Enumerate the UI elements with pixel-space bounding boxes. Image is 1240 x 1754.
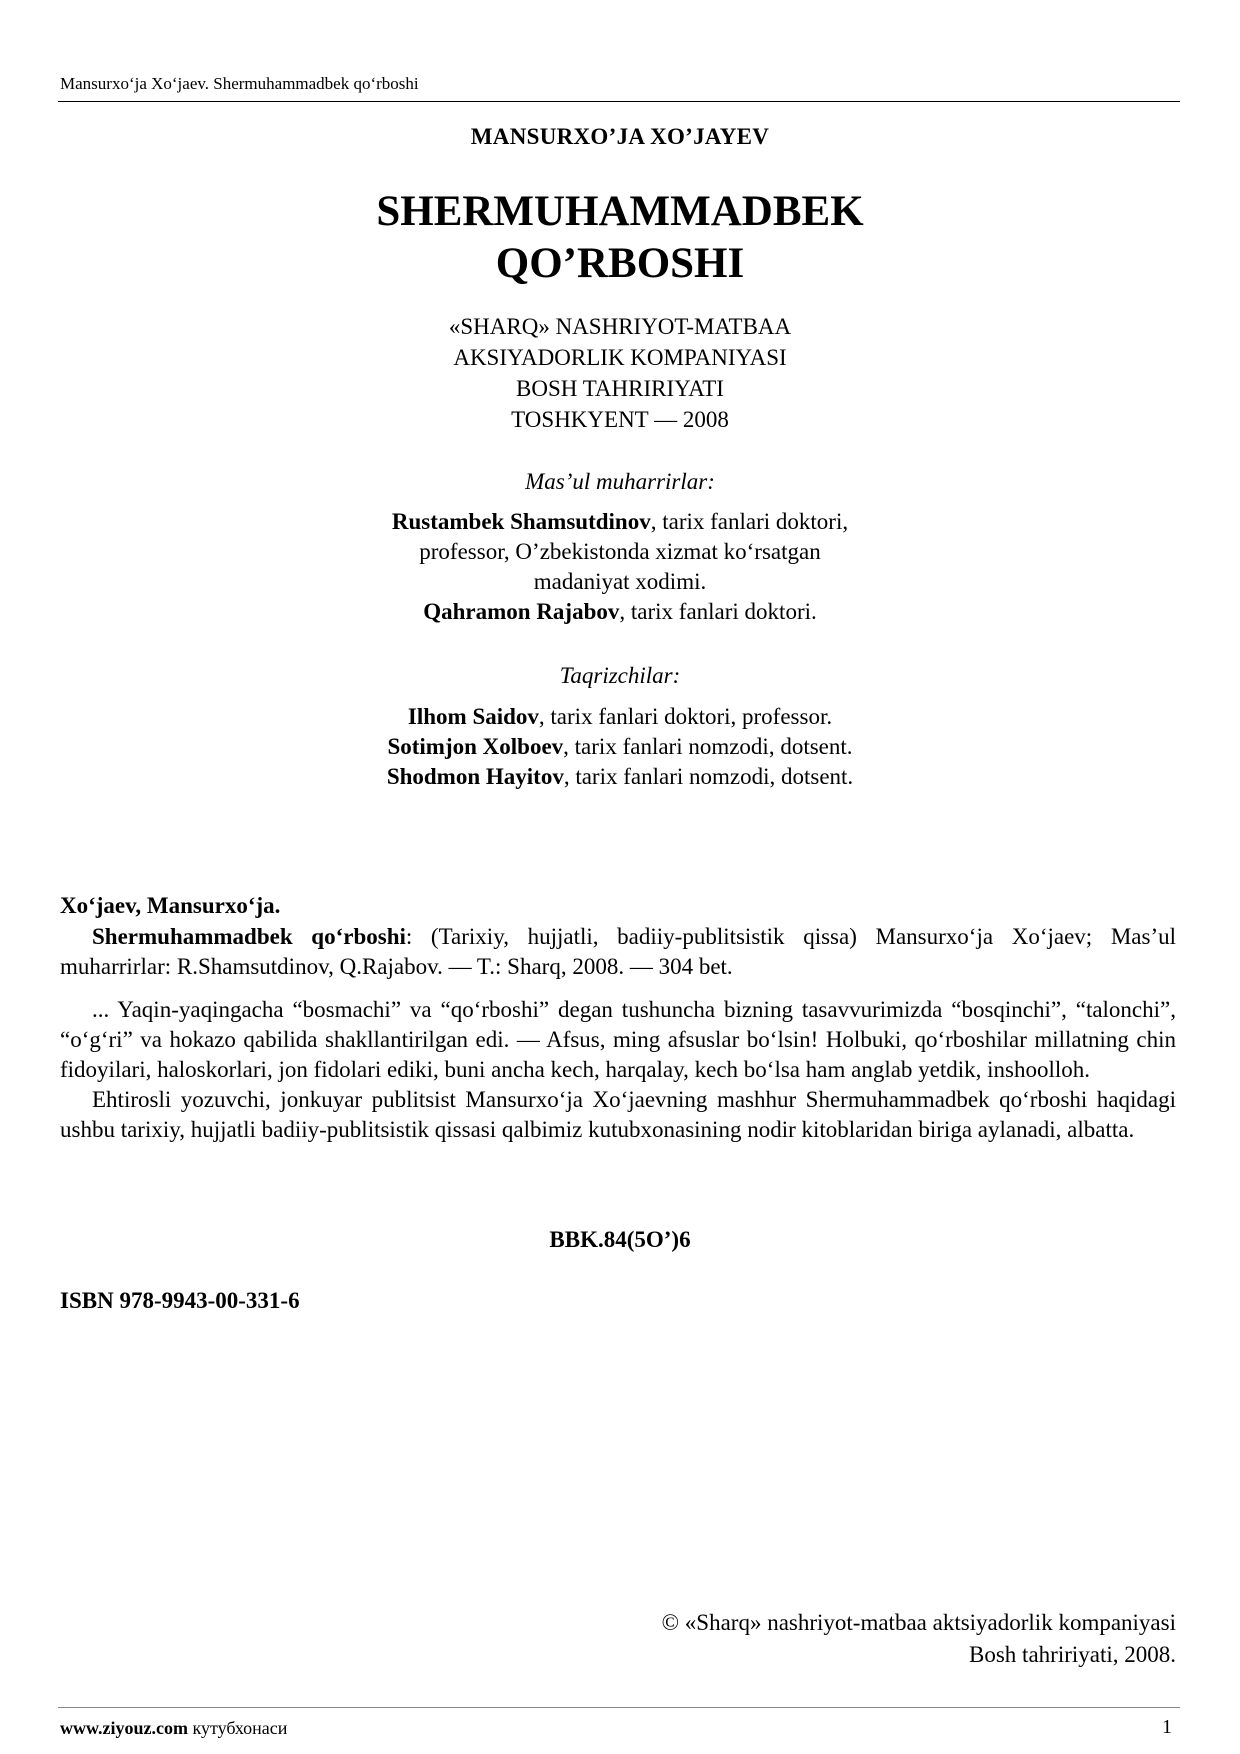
bibliography-entry	[60, 922, 1176, 982]
editor-1-line-3: madaniyat xodimi.	[533, 569, 707, 594]
reviewer-1-desc: , tarix fanlari doktori, professor.	[538, 704, 833, 729]
copyright-line-1: © «Sharq» nashriyot-matbaa aktsiyadorlik kompaniyasi	[661, 1610, 1176, 1635]
reviewer-2-name: Sotimjon Xolboev	[387, 734, 564, 759]
running-head: Mansurxo‘ja Xo‘jaev. Shermuhammadbek qo‘rboshi	[60, 74, 419, 93]
bibliography-details: : (Tarixiy, hujjatli, badiiy-publitsistik qissa) Mansurxo‘ja Xo‘jaev; Mas’ul muharrirlar: R.Shamsutdinov, Q.Rajabov. — T.: Sharq, 2008. — 304 bet.	[60, 924, 1176, 979]
footer-source	[60, 1718, 287, 1739]
publisher-line-4: TOSHKYENT — 2008	[511, 407, 729, 432]
reviewer-3-desc: , tarix fanlari nomzodi, dotsent.	[563, 764, 854, 789]
bibliography-author: Xo‘jaev, Mansurxo‘ja.	[60, 893, 281, 918]
annotation-paragraph-2: Ehtirosli yozuvchi, jonkuyar publitsist Mansurxo‘ja Xo‘jaevning mashhur Shermuhammadbek qo‘rboshi haqidagi ushbu tarixiy, hujjatli badiiy-publitsistik qissasi qalbimiz kutubxonasining nodir kitoblaridan biriga aylanadi, albatta.	[60, 1087, 1176, 1142]
reviewer-2-desc: , tarix fanlari nomzodi, dotsent.	[563, 734, 853, 759]
editors-heading: Mas’ul muharrirlar:	[525, 469, 715, 494]
reviewer-1	[0, 702, 1240, 732]
publisher-line-1: «SHARQ» NASHRIYOT-MATBAA	[448, 314, 792, 339]
editor-1-name: Rustambek Shamsutdinov	[391, 509, 651, 534]
publisher-line-2: AKSIYADORLIK KOMPANIYASI	[453, 345, 787, 370]
editor-2-desc: , tarix fanlari doktori.	[619, 599, 817, 624]
header-rule	[58, 101, 1180, 102]
publisher-line-3: BOSH TAHRIRIYATI	[516, 376, 724, 401]
bibliography-text	[60, 922, 1176, 982]
reviewers-heading: Taqrizchilar:	[559, 663, 681, 688]
footer-library: кутубхонаси	[187, 1718, 288, 1738]
editors-block	[0, 507, 1240, 627]
title-line-2: QO’RBOSHI	[495, 240, 745, 287]
isbn-number: ISBN 978-9943-00-331-6	[60, 1288, 300, 1313]
bbk-code: BBK.84(5O’)6	[549, 1227, 691, 1252]
editor-1-desc: , tarix fanlari doktori,	[650, 509, 849, 534]
author-name: MANSURXO’JA XO’JAYEV	[470, 124, 770, 149]
annotation-paragraph-1: ... Yaqin-yaqingacha “bosmachi” va “qo‘rboshi” degan tushuncha bizning tasavvurimizda “bosqinchi”, “talonchi”, “o‘g‘ri” va hokazo qabilida shakllantirilgan edi. — Afsus, ming afsuslar bo‘lsin! Holbuki, qo‘rboshilar millatning chin fidoyilari, haloskorlari, jon fidolari ediki, buni ancha kech, harqalay, kech bo‘lsa ham anglab yetdik, inshoolloh.	[60, 997, 1176, 1082]
editor-1-line-2: professor, O’zbekistonda xizmat ko‘rsatgan	[419, 539, 821, 564]
copyright-line-2: Bosh tahririyati, 2008.	[969, 1642, 1176, 1667]
reviewers-block	[0, 702, 1240, 792]
footer-rule	[58, 1707, 1180, 1708]
reviewer-3	[0, 762, 1240, 792]
title-line-1: SHERMUHAMMADBEK	[376, 188, 864, 235]
reviewer-1-name: Ilhom Saidov	[407, 704, 539, 729]
annotation-block	[60, 995, 1176, 1145]
reviewer-3-name: Shodmon Hayitov	[386, 764, 564, 789]
bibliography-title: Shermuhammadbek qo‘rboshi	[92, 924, 406, 949]
editor-2-name: Qahramon Rajabov	[423, 599, 620, 624]
editor-2-line	[0, 597, 1240, 627]
footer-site: www.ziyouz.com	[60, 1718, 188, 1738]
copyright-notice	[662, 1607, 1176, 1671]
page-number: 1	[1162, 1716, 1172, 1738]
editor-1-line-1	[0, 507, 1240, 537]
publisher-block	[0, 311, 1240, 435]
book-title	[0, 186, 1240, 290]
reviewer-2	[0, 732, 1240, 762]
